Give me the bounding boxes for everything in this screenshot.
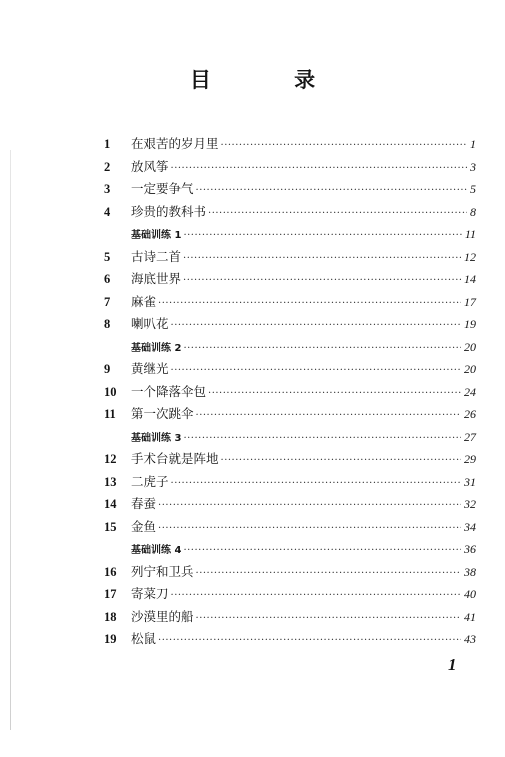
toc-training-entry — [104, 426, 476, 449]
toc-entry — [104, 133, 476, 156]
entry-title: 基础训练 2 — [131, 342, 182, 354]
entry-title: 珍贵的教科书 — [131, 203, 207, 219]
entry-title: 黄继光 — [131, 361, 169, 376]
entry-page-number: 3 — [470, 159, 476, 174]
toc-entry — [104, 156, 476, 179]
dot-leader — [196, 608, 461, 631]
entry-number: 14 — [104, 497, 117, 511]
toc-entry — [104, 201, 476, 224]
entry-number: 4 — [104, 204, 111, 219]
entry-page-number: 20 — [464, 362, 476, 376]
entry-page-number: 8 — [470, 204, 476, 219]
entry-title: 一定要争气 — [131, 181, 194, 196]
entry-page-number: 31 — [464, 474, 476, 489]
dot-leader — [158, 495, 461, 518]
entry-title: 放风筝 — [131, 158, 169, 174]
entry-number: 8 — [104, 317, 111, 331]
entry-number: 12 — [104, 452, 117, 466]
dot-leader — [221, 135, 467, 158]
entry-title: 基础训练 1 — [131, 230, 182, 241]
dot-leader — [183, 338, 461, 361]
entry-number: 16 — [104, 564, 117, 579]
entry-title: 手术台就是阵地 — [131, 451, 219, 466]
toc-entry — [104, 583, 476, 606]
toc-entry — [104, 246, 476, 269]
entry-number: 3 — [104, 182, 111, 196]
entry-number: 9 — [104, 362, 111, 376]
entry-page-number: 11 — [464, 227, 476, 241]
entry-title: 基础训练 4 — [131, 545, 182, 556]
toc-entry — [104, 403, 476, 426]
toc-entry — [104, 313, 476, 336]
entry-title: 寄菜刀 — [131, 586, 169, 601]
entry-page-number: 34 — [464, 519, 476, 534]
dot-leader — [171, 158, 467, 181]
page-number: 1 — [448, 655, 457, 674]
dot-leader — [196, 563, 461, 586]
dot-leader — [208, 203, 467, 226]
table-of-contents — [104, 133, 476, 651]
toc-training-entry — [104, 223, 476, 246]
dot-leader — [171, 315, 461, 338]
entry-page-number: 40 — [464, 587, 476, 601]
dot-leader — [183, 428, 461, 451]
toc-entry — [104, 471, 476, 494]
toc-training-entry — [104, 336, 476, 359]
entry-page-number: 17 — [464, 294, 476, 309]
entry-title: 第一次跳伞 — [131, 406, 194, 421]
entry-title: 麻雀 — [131, 293, 157, 309]
entry-page-number: 32 — [464, 497, 476, 511]
entry-number: 2 — [104, 159, 111, 174]
entry-title: 在艰苦的岁月里 — [131, 136, 219, 151]
toc-training-entry — [104, 538, 476, 561]
entry-page-number: 19 — [464, 317, 476, 331]
toc-entry — [104, 448, 476, 471]
dot-leader — [183, 225, 461, 248]
entry-page-number: 5 — [470, 182, 476, 196]
dot-leader — [183, 540, 461, 563]
dot-leader — [158, 518, 461, 541]
dot-leader — [171, 473, 461, 496]
entry-page-number: 41 — [464, 609, 476, 624]
dot-leader — [158, 293, 461, 316]
entry-number: 13 — [104, 474, 117, 489]
entry-title: 列宁和卫兵 — [131, 563, 194, 579]
toc-entry — [104, 606, 476, 629]
entry-page-number: 36 — [464, 542, 476, 556]
entry-title: 沙漠里的船 — [131, 608, 194, 624]
entry-number: 18 — [104, 609, 117, 624]
entry-page-number: 1 — [470, 137, 476, 151]
entry-title: 海底世界 — [131, 271, 182, 286]
toc-entry — [104, 628, 476, 651]
entry-title: 金鱼 — [131, 518, 157, 534]
entry-title: 喇叭花 — [131, 316, 169, 331]
entry-page-number: 38 — [464, 564, 476, 579]
entry-page-number: 43 — [464, 632, 476, 646]
entry-number: 19 — [104, 632, 117, 646]
toc-entry — [104, 516, 476, 539]
entry-number: 7 — [104, 294, 111, 309]
entry-number: 17 — [104, 587, 117, 601]
toc-entry — [104, 268, 476, 291]
entry-title: 春蚕 — [131, 496, 157, 511]
entry-page-number: 12 — [464, 249, 476, 264]
entry-page-number: 14 — [464, 272, 476, 286]
toc-entry — [104, 493, 476, 516]
dot-leader — [196, 405, 461, 428]
entry-page-number: 26 — [464, 407, 476, 421]
page-title: 目 录 — [189, 68, 354, 92]
dot-leader — [158, 630, 461, 653]
entry-number: 11 — [104, 407, 116, 421]
toc-entry — [104, 291, 476, 314]
entry-page-number: 24 — [464, 384, 476, 399]
entry-title: 古诗二首 — [131, 248, 182, 264]
entry-number: 6 — [104, 272, 111, 286]
dot-leader — [221, 450, 461, 473]
entry-page-number: 29 — [464, 452, 476, 466]
dot-leader — [183, 270, 461, 293]
dot-leader — [196, 180, 467, 203]
toc-entry — [104, 358, 476, 381]
dot-leader — [171, 585, 461, 608]
entry-title: 一个降落伞包 — [131, 383, 207, 399]
entry-page-number: 27 — [464, 429, 476, 444]
entry-number: 10 — [104, 384, 117, 399]
entry-number: 5 — [104, 249, 111, 264]
toc-entry — [104, 381, 476, 404]
toc-entry — [104, 561, 476, 584]
entry-title: 二虎子 — [131, 473, 169, 489]
entry-number: 15 — [104, 519, 117, 534]
dot-leader — [171, 360, 461, 383]
entry-title: 基础训练 3 — [131, 432, 182, 444]
binding-edge — [10, 150, 11, 730]
dot-leader — [183, 248, 461, 271]
entry-number: 1 — [104, 137, 111, 151]
entry-page-number: 20 — [464, 339, 476, 354]
dot-leader — [208, 383, 461, 406]
entry-title: 松鼠 — [131, 631, 157, 646]
toc-entry — [104, 178, 476, 201]
